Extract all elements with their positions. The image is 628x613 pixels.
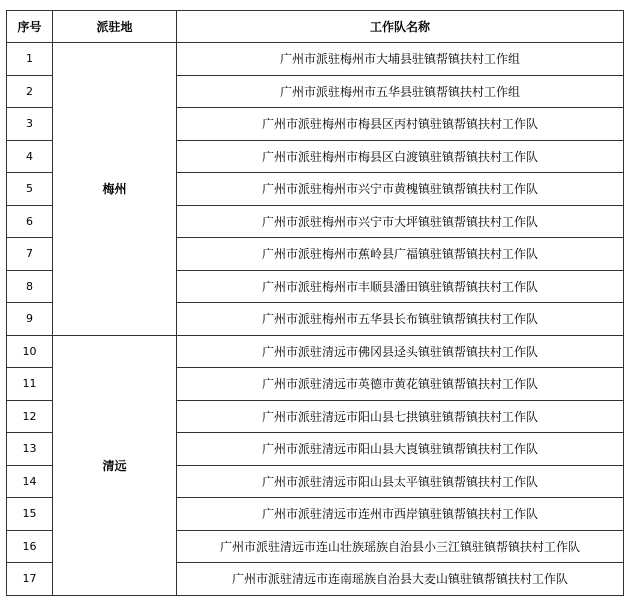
table-row: [7, 43, 624, 76]
serial-number-cell: 7: [7, 238, 53, 271]
serial-number-cell: 2: [7, 75, 53, 108]
serial-number-cell: 5: [7, 173, 53, 206]
team-name-cell: 广州市派驻清远市佛冈县迳头镇驻镇帮镇扶村工作队: [177, 335, 624, 368]
team-name-cell: 广州市派驻清远市连山壮族瑶族自治县小三江镇驻镇帮镇扶村工作队: [177, 530, 624, 563]
team-name-cell: 广州市派驻梅州市蕉岭县广福镇驻镇帮镇扶村工作队: [177, 238, 624, 271]
team-name-cell: 广州市派驻清远市阳山县七拱镇驻镇帮镇扶村工作队: [177, 400, 624, 433]
serial-number-cell: 16: [7, 530, 53, 563]
serial-number-cell: 9: [7, 303, 53, 336]
serial-number-cell: 17: [7, 563, 53, 596]
serial-number-cell: 3: [7, 108, 53, 141]
serial-number-cell: 14: [7, 465, 53, 498]
serial-number-cell: 15: [7, 498, 53, 531]
team-name-cell: 广州市派驻梅州市兴宁市大坪镇驻镇帮镇扶村工作队: [177, 205, 624, 238]
serial-number-cell: 6: [7, 205, 53, 238]
team-name-cell: 广州市派驻梅州市梅县区白渡镇驻镇帮镇扶村工作队: [177, 140, 624, 173]
team-name-cell: 广州市派驻清远市连南瑶族自治县大麦山镇驻镇帮镇扶村工作队: [177, 563, 624, 596]
header-row: [7, 11, 624, 43]
table-header: [7, 11, 624, 43]
team-name-cell: 广州市派驻梅州市兴宁市黄槐镇驻镇帮镇扶村工作队: [177, 173, 624, 206]
team-name-cell: 广州市派驻梅州市五华县长布镇驻镇帮镇扶村工作队: [177, 303, 624, 336]
serial-number-cell: 12: [7, 400, 53, 433]
header-location: 派驻地: [53, 11, 177, 43]
work-team-table: [6, 10, 624, 596]
header-serial-number: 序号: [7, 11, 53, 43]
team-name-cell: 广州市派驻梅州市梅县区丙村镇驻镇帮镇扶村工作队: [177, 108, 624, 141]
header-team-name: 工作队名称: [177, 11, 624, 43]
team-name-cell: 广州市派驻清远市阳山县大崀镇驻镇帮镇扶村工作队: [177, 433, 624, 466]
team-name-cell: 广州市派驻梅州市大埔县驻镇帮镇扶村工作组: [177, 43, 624, 76]
location-cell: 梅州: [53, 43, 177, 336]
location-cell: 清远: [53, 335, 177, 595]
team-name-cell: 广州市派驻清远市英德市黄花镇驻镇帮镇扶村工作队: [177, 368, 624, 401]
team-name-cell: 广州市派驻梅州市丰顺县潘田镇驻镇帮镇扶村工作队: [177, 270, 624, 303]
team-name-cell: 广州市派驻清远市阳山县太平镇驻镇帮镇扶村工作队: [177, 465, 624, 498]
serial-number-cell: 4: [7, 140, 53, 173]
serial-number-cell: 8: [7, 270, 53, 303]
serial-number-cell: 10: [7, 335, 53, 368]
serial-number-cell: 11: [7, 368, 53, 401]
serial-number-cell: 13: [7, 433, 53, 466]
table-body: [7, 43, 624, 596]
serial-number-cell: 1: [7, 43, 53, 76]
team-name-cell: 广州市派驻梅州市五华县驻镇帮镇扶村工作组: [177, 75, 624, 108]
team-name-cell: 广州市派驻清远市连州市西岸镇驻镇帮镇扶村工作队: [177, 498, 624, 531]
table-row: [7, 335, 624, 368]
